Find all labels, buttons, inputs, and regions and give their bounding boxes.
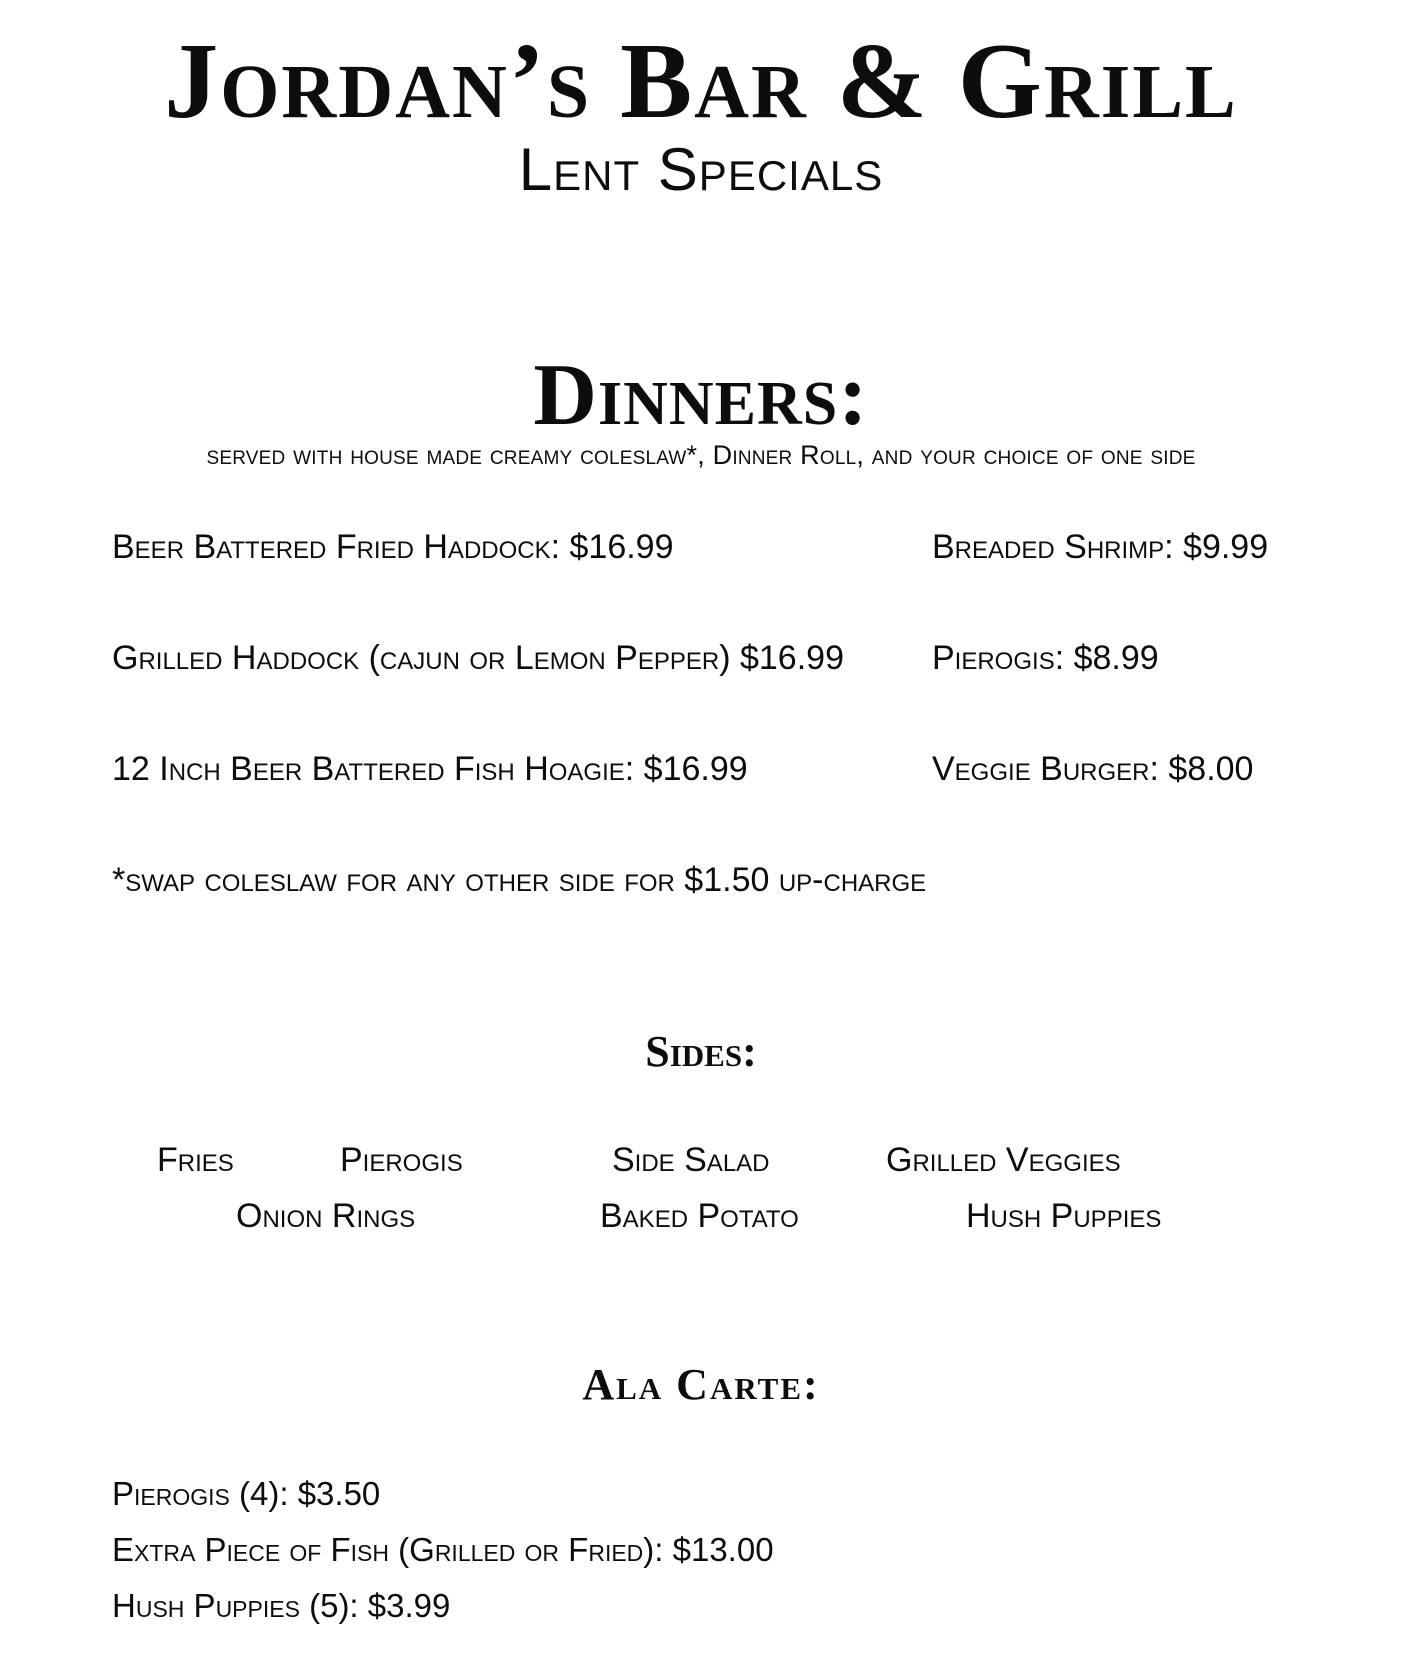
menu-subtitle: Lent Specials xyxy=(518,136,884,203)
ala-carte-item: Hush Puppies (5): $3.99 xyxy=(112,1587,451,1624)
side-item: Fries xyxy=(157,1141,234,1179)
dinners-note: served with house made creamy coleslaw*, Dinner Roll, and your choice of one side xyxy=(206,440,1196,470)
ala-carte-item: Pierogis (4): $3.50 xyxy=(112,1475,381,1512)
dinner-item: Beer Battered Fried Haddock: $16.99 xyxy=(112,528,674,566)
dinner-item: Grilled Haddock (cajun or Lemon Pepper) $16.99 xyxy=(112,639,844,677)
side-item: Grilled Veggies xyxy=(886,1141,1121,1179)
dinner-item: Pierogis: $8.99 xyxy=(932,639,1159,677)
dinners-heading: Dinners: xyxy=(533,347,869,444)
ala-carte-heading: Ala Carte: xyxy=(582,1360,820,1409)
side-item: Onion Rings xyxy=(236,1197,416,1235)
ala-carte-item: Extra Piece of Fish (Grilled or Fried): $13.00 xyxy=(112,1531,774,1568)
dinner-item: Breaded Shrimp: $9.99 xyxy=(932,528,1269,566)
restaurant-title: Jordan’s Bar & Grill xyxy=(164,22,1238,141)
side-item: Hush Puppies xyxy=(966,1197,1162,1235)
dinners-footnote: *swap coleslaw for any other side for $1.50 up-charge xyxy=(112,861,927,899)
side-item: Pierogis xyxy=(340,1141,463,1179)
side-item: Baked Potato xyxy=(600,1197,799,1235)
dinner-item: 12 Inch Beer Battered Fish Hoagie: $16.99 xyxy=(112,750,748,788)
dinner-item: Veggie Burger: $8.00 xyxy=(932,750,1254,788)
sides-heading: Sides: xyxy=(645,1027,757,1076)
side-item: Side Salad xyxy=(612,1141,770,1179)
